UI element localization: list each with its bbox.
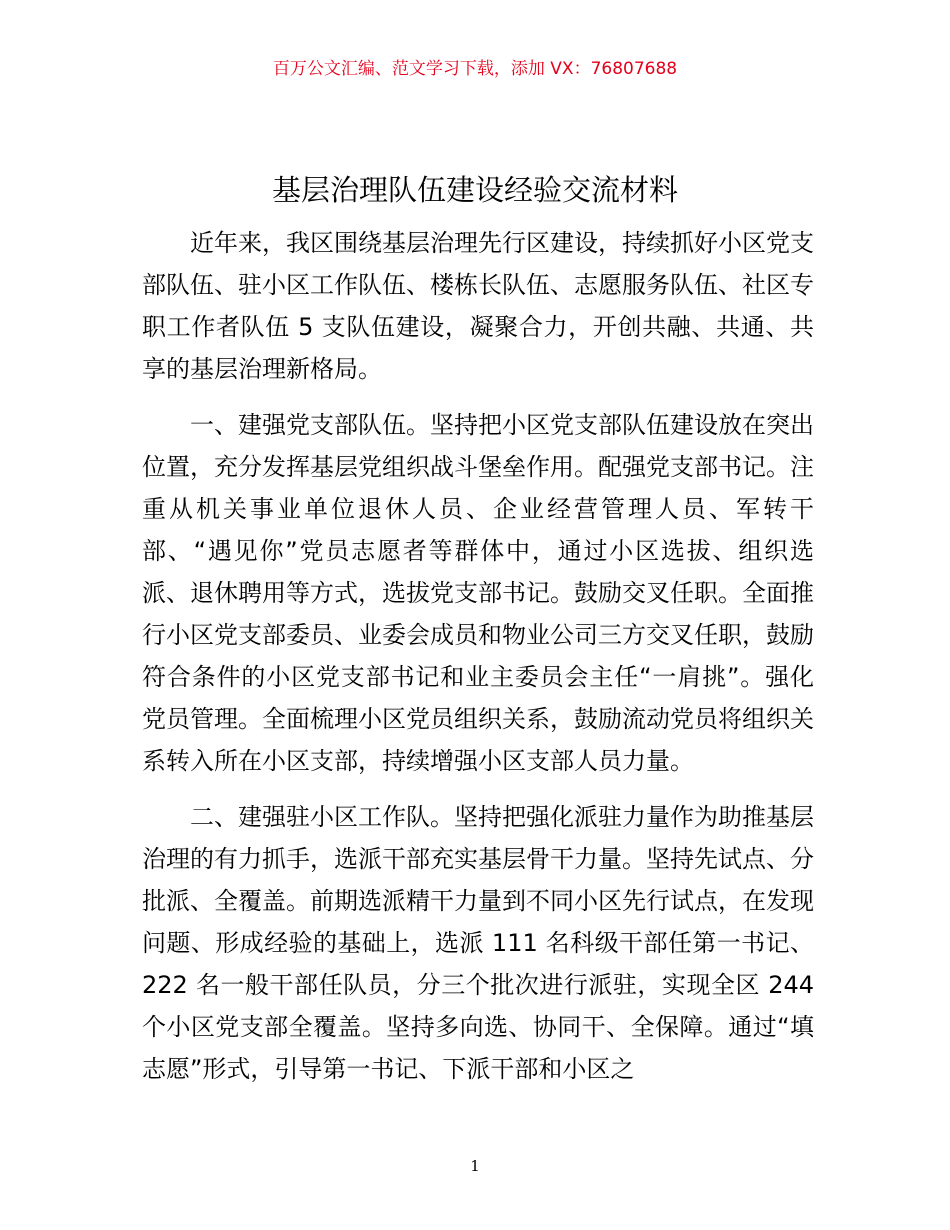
- paragraph-section-1: 一、建强党支部队伍。坚持把小区党支部队伍建设放在突出位置，充分发挥基层党组织战斗堡垒作用。配强党支部书记。注重从机关事业单位退休人员、企业经营管理人员、军转干部、“遇见你”党员志愿者等群体中，通过小区选拔、组织选派、退休聘用等方式，选拔党支部书记。鼓励交叉任职。全面推行小区党支部委员、业委会成员和物业公司三方交叉任职，鼓励符合条件的小区党支部书记和业主委员会主任“一肩挑”。强化党员管理。全面梳理小区党员组织关系，鼓励流动党员将组织关系转入所在小区支部，持续增强小区支部人员力量。: [142, 411, 814, 775]
- document-title: 基层治理队伍建设经验交流材料: [271, 173, 678, 207]
- paragraph-section-2: 二、建强驻小区工作队。坚持把强化派驻力量作为助推基层治理的有力抓手，选派干部充实基层骨干力量。坚持先试点、分批派、全覆盖。前期选派精干力量到不同小区先行试点，在发现问题、形成经验的基础上，选派 111 名科级干部任第一书记、222 名一般干部任队员，分三个批次进行派驻，实现全区 244 个小区党支部全覆盖。坚持多向选、协同干、全保障。通过“填志愿”形式，引导第一书记、下派干部和小区之: [142, 803, 814, 1083]
- document-body: [142, 222, 814, 1104]
- page-number: 1: [470, 1157, 480, 1175]
- paragraph-intro: 近年来，我区围绕基层治理先行区建设，持续抓好小区党支部队伍、驻小区工作队伍、楼栋长队伍、志愿服务队伍、社区专职工作者队伍 5 支队伍建设，凝聚合力，开创共融、共通、共享的基层治理新格局。: [142, 229, 814, 383]
- header-watermark-note: 百万公文汇编、范文学习下载，添加 VX：76807688: [272, 59, 678, 79]
